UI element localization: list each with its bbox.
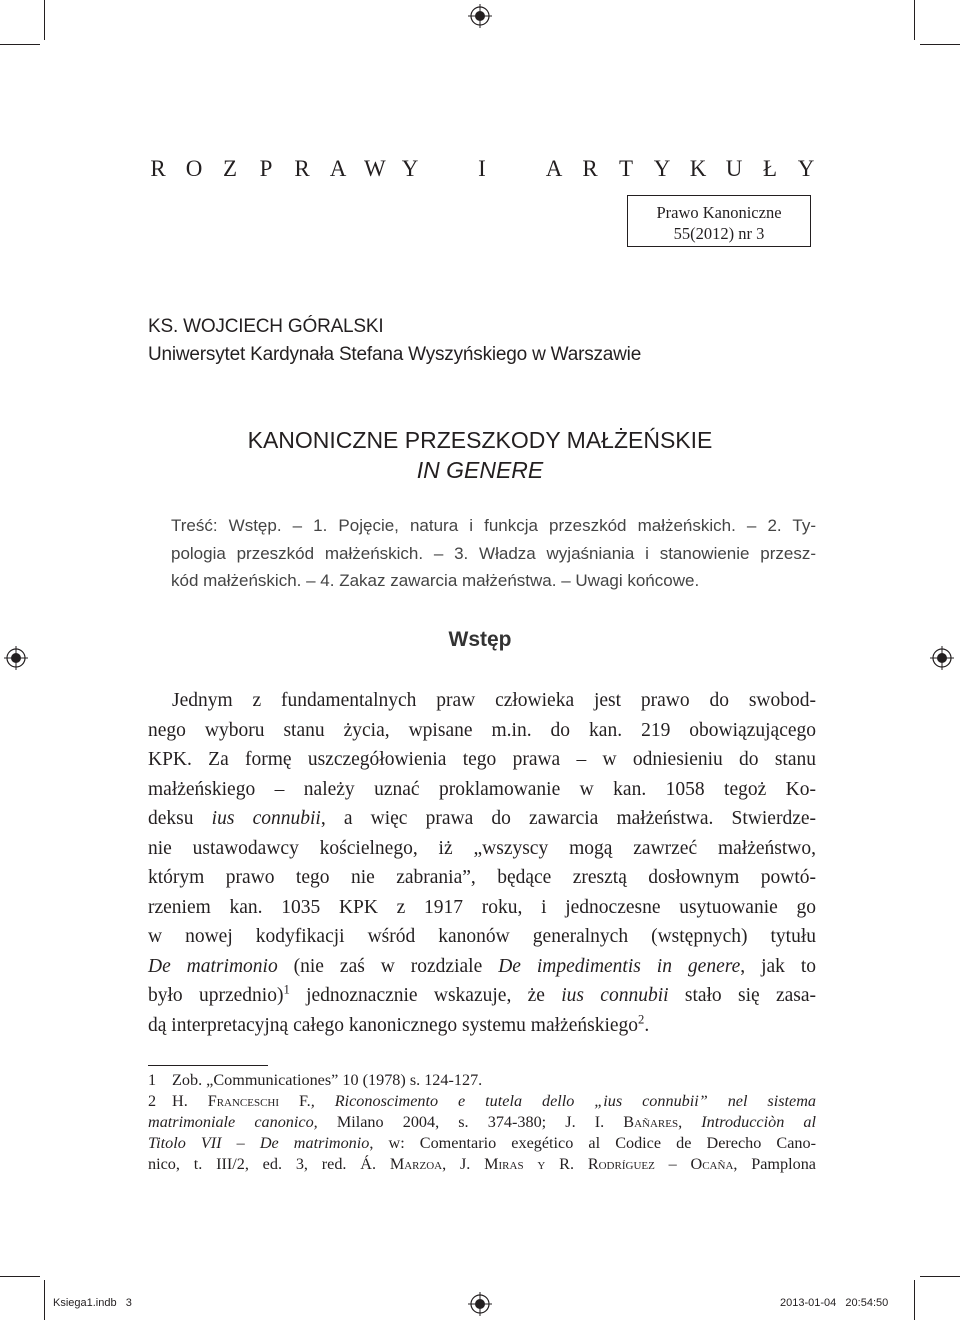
text-run-smallcaps: Marzoa [389, 1155, 443, 1173]
journal-info-box [627, 195, 811, 247]
header-letter: Y [797, 156, 815, 181]
body-line [148, 981, 816, 1011]
footnote-2-line [148, 1133, 816, 1154]
table-of-contents [171, 512, 816, 595]
text-run: , J. [442, 1155, 485, 1173]
body-line: w nowej kodyfikacji wśród kanonów generalnych (wstępnych) tytułu [148, 926, 816, 947]
text-run-italic: Introducciòn al [701, 1113, 817, 1131]
header-letter [436, 156, 456, 182]
footnote-2-line [148, 1154, 816, 1175]
journal-issue: 55(2012) nr 3 [673, 224, 765, 243]
body-line: Jednym z fundamentalnych praw człowieka jest prawo do swobod- [172, 690, 816, 711]
slug-timestamp: 2013-01-04 20:54:50 [780, 1297, 889, 1309]
crop-mark [920, 44, 960, 45]
author-block [148, 313, 641, 369]
footnote-2-line [148, 1112, 816, 1133]
toc-line: pologia przeszkód małżeńskich. – 3. Władza wyjaśniania i stanowienie przesz- [171, 543, 816, 563]
text-run: deksu [148, 808, 212, 829]
author-affiliation: Uniwersytet Kardynała Stefana Wyszyńskiego w Warszawie [148, 344, 642, 365]
footnote-2-line [148, 1091, 816, 1112]
body-line: rzeniem kan. 1035 KPK z 1917 roku, i jednoczesne usytuowanie go [148, 896, 816, 918]
header-letter: Ł [762, 156, 778, 181]
body-line: nie ustawodawcy kościelnego, iż „wszyscy mogą zawrzeć małżeństwo, [148, 837, 816, 859]
footnote-ref[interactable]: 1 [283, 982, 290, 997]
author-name: KS. WOJCIECH GÓRALSKI [148, 316, 384, 337]
crop-mark [44, 1280, 45, 1320]
header-letter: I [478, 156, 486, 181]
text-run-italic: Titolo VII – De matrimonio [148, 1134, 370, 1152]
text-run: , w: Comentario exegético al Codice de Derecho Cano- [369, 1134, 816, 1152]
header-letter: R [150, 156, 166, 181]
title-main: KANONICZNE PRZESZKODY MAŁŻEŃSKIE [247, 427, 713, 453]
header-letter: K [689, 156, 707, 181]
body-paragraph [148, 686, 816, 1040]
registration-mark-icon [468, 4, 492, 28]
footnote-number: 1 [148, 1071, 157, 1089]
text-run: , Pamplona [733, 1155, 816, 1173]
header-letter: O [185, 156, 203, 181]
text-run: , a więc prawa do zawarcia małżeństwa. Stwierdze- [320, 808, 816, 829]
body-line: którym prawo tego nie zabrania”, będące zresztą dosłownym powtó- [148, 867, 816, 888]
text-run: H. [172, 1092, 208, 1110]
body-line [148, 1011, 816, 1041]
text-run: stało się zasa- [668, 985, 816, 1006]
text-run: jednoznacznie wskazuje, że [289, 985, 562, 1006]
crop-mark [0, 44, 40, 45]
footnote-1 [148, 1070, 816, 1091]
text-run: nico, t. III/2, ed. 3, red. Á. [148, 1155, 390, 1173]
body-line: małżeńskiego – należy uznać proklamowanie w kan. 1058 tegoż Ko- [148, 778, 816, 800]
header-letter: R [582, 156, 598, 181]
toc-line: Treść: Wstęp. – 1. Pojęcie, natura i funkcja przeszkód małżeńskich. – 2. Ty- [171, 516, 816, 535]
header-letter: Y [653, 156, 671, 181]
text-run-italic: ius connubii [211, 808, 321, 829]
body-line: nego wyboru stanu życia, wpisane m.in. do kan. 219 obowiązującego [148, 719, 816, 741]
header-letter: Y [401, 156, 419, 181]
text-run: , [678, 1113, 702, 1131]
text-run-smallcaps: Miras y [484, 1155, 546, 1173]
text-run: , jak to [740, 955, 817, 977]
title-sub: IN GENERE [416, 457, 544, 483]
text-run-italic: De impedimentis in genere [498, 955, 741, 977]
header-letter: T [618, 156, 634, 181]
text-run: . [644, 1014, 650, 1036]
header-letter [508, 156, 528, 182]
header-letter: A [545, 156, 563, 181]
journal-name: Prawo Kanoniczne [656, 203, 782, 222]
header-letter: A [329, 156, 347, 181]
text-run: R. [545, 1155, 588, 1173]
header-letter: R [294, 156, 310, 181]
text-run-smallcaps: Rodríguez – Ocaña [587, 1155, 734, 1173]
header-letter: W [364, 156, 386, 181]
header-letter: Z [222, 156, 238, 181]
crop-mark [44, 0, 45, 40]
text-run: Milano 2004, s. 374-380; J. I. [317, 1113, 624, 1131]
footnote-text: Zob. „Communicationes” 10 (1978) s. 124-127. [172, 1071, 483, 1089]
header-letter: P [259, 156, 273, 181]
body-line: KPK. Za formę uszczegółowienia tego prawa – w odniesieniu do stanu [148, 749, 816, 770]
text-run: (nie zaś w rozdziale [277, 955, 499, 977]
text-run-italic: matrimoniale canonico, [148, 1113, 318, 1131]
text-run: było uprzednio) [148, 985, 284, 1006]
crop-mark [914, 1280, 915, 1320]
text-run: dą interpretacyjną całego kanonicznego systemu małżeńskiego [148, 1014, 639, 1036]
toc-line: kód małżeńskich. – 4. Zakaz zawarcia małżeństwa. – Uwagi końcowe. [171, 571, 700, 590]
header-letter: U [725, 156, 743, 181]
text-run-smallcaps: Bañares [623, 1113, 679, 1131]
footnotes [148, 1070, 816, 1175]
body-line [148, 804, 816, 834]
section-heading: Wstęp [448, 628, 512, 651]
registration-mark-icon [468, 1292, 492, 1316]
crop-mark [920, 1276, 960, 1277]
text-run-smallcaps: Franceschi F. [207, 1092, 311, 1110]
body-line [148, 952, 816, 982]
article-title [0, 425, 960, 485]
footnote-ref[interactable]: 2 [638, 1012, 645, 1026]
footnote-rule [148, 1065, 268, 1066]
slug-filename: Ksiega1.indb 3 [53, 1297, 132, 1309]
crop-mark [914, 0, 915, 40]
section-header [148, 156, 816, 182]
text-run-italic: De matrimonio [148, 955, 278, 977]
footnote-number: 2 [148, 1092, 157, 1110]
crop-mark [0, 1276, 40, 1277]
text-run-italic: ius connubii [561, 985, 669, 1006]
text-run-italic: , Riconoscimento e tutela dello „ius connubii” nel sistema [310, 1092, 816, 1110]
